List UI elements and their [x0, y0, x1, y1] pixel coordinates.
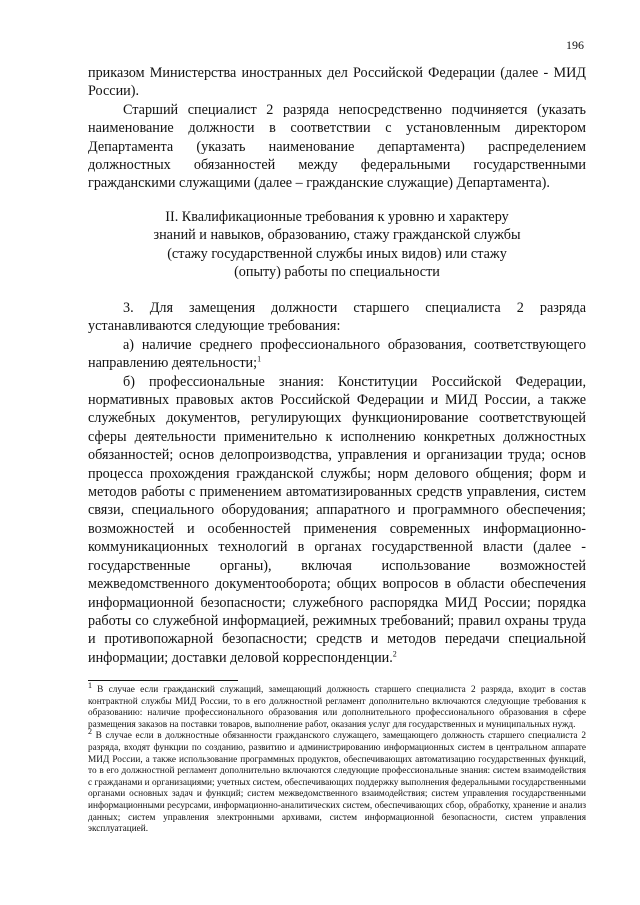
- footnote-ref-1[interactable]: 1: [257, 354, 262, 364]
- footnote-ref-2[interactable]: 2: [392, 648, 397, 658]
- intro-block: [88, 64, 586, 193]
- footnote-2-text: В случае если в должностные обязанности гражданского служащего, замещающего должность старшего специалиста 2 разряда, входят функции по созданию, развитию и администрированию информационных систем в центральном аппарате МИД России, а также использование программных продуктов, обеспечивающих автоматизацию государственных функций, то в его должностной регламент дополнительно включаются следующие профессиональные знания: систем взаимодействия с гражданами и организациями; учетных систем, обеспечивающих поддержку выполнения федеральными государственными органами основных задач и функций; систем межведомственного взаимодействия; систем управления государственными информационными ресурсами, информационно-аналитических систем, обеспечивающих сбор, обработку, хранение и анализ данных; систем управления электронными архивами, систем информационной безопасности, систем управления эксплуатацией.: [88, 731, 586, 835]
- footnote-2: [88, 727, 586, 835]
- requirement-education-text: а) наличие среднего профессионального образования, соответствующего направлению деятельности;: [88, 336, 586, 372]
- requirement-knowledge-text: б) профессиональные знания: Конституции Российской Федерации, нормативных правовых актов Российской Федерации и МИД России, а также служебных документов, регулирующих функционирование соответствующей сферы деятельности применительно к исполнению конкретных должностных обязанностей; основ делопроизводства, управления и организации труда; основ процесса прохождения гражданской службы; норм делового общения; форм и методов работы с применением автоматизированных средств управления, систем связи, специального оборудования; аппаратного и программного обеспечения; возможностей и особенностей применения современных информационно-коммуникационных технологий в органах государственной власти (далее - государственные органы), включая использование возможностей межведомственного документооборота; общих вопросов в области обеспечения информационной безопасности; служебного распорядка МИД России; порядка работы со служебной информацией, режимных требований; правил охраны труда и противопожарной безопасности; средств и методов передачи специальной информации; доставки деловой корреспонденции.: [88, 373, 586, 666]
- footnote-2-mark: 2: [88, 727, 92, 737]
- requirement-education: [88, 336, 586, 373]
- footnote-1: [88, 680, 586, 731]
- requirements-intro: 3. Для замещения должности старшего специалиста 2 разряда устанавливаются следующие требования:: [88, 300, 586, 335]
- intro-paragraph-continued: приказом Министерства иностранных дел Российской Федерации (далее - МИД России).: [88, 65, 586, 100]
- footnote-1-mark: 1: [88, 680, 92, 690]
- page-number: 196: [566, 38, 584, 52]
- section-heading: [88, 208, 586, 282]
- section-heading-line: (опыту) работы по специальности: [234, 264, 440, 281]
- section-heading-line: II. Квалификационные требования к уровню и характеру: [165, 209, 509, 225]
- section-heading-line: (стажу государственной службы иных видов) или стажу: [167, 245, 507, 262]
- footnote-1-text: В случае если гражданский служащий, замещающий должность старшего специалиста 2 разряда, входит в состав контрактной службы МИД России, то в его должностной регламент дополнительно включаются следующие требования к образованию: наличие профессионального образования или дополнительного профессионального образования в сфере размещения заказов на поставки товаров, выполнение работ, оказания услуг для государственных и муниципальных нужд.: [88, 685, 586, 730]
- footnote-divider: [88, 680, 238, 681]
- footnotes-block: [88, 680, 586, 836]
- requirements-block: [88, 299, 586, 667]
- section-heading-line: знаний и навыков, образованию, стажу гражданской службы: [153, 227, 521, 244]
- intro-paragraph-subordination: Старший специалист 2 разряда непосредственно подчиняется (указать наименование должности в соответствии с установленным директором Департамента (указать наименование департамента) распределением должностных обязанностей между федеральными государственными гражданскими служащими (далее – гражданские служащие) Департамента).: [88, 101, 586, 192]
- requirement-knowledge: [88, 373, 586, 668]
